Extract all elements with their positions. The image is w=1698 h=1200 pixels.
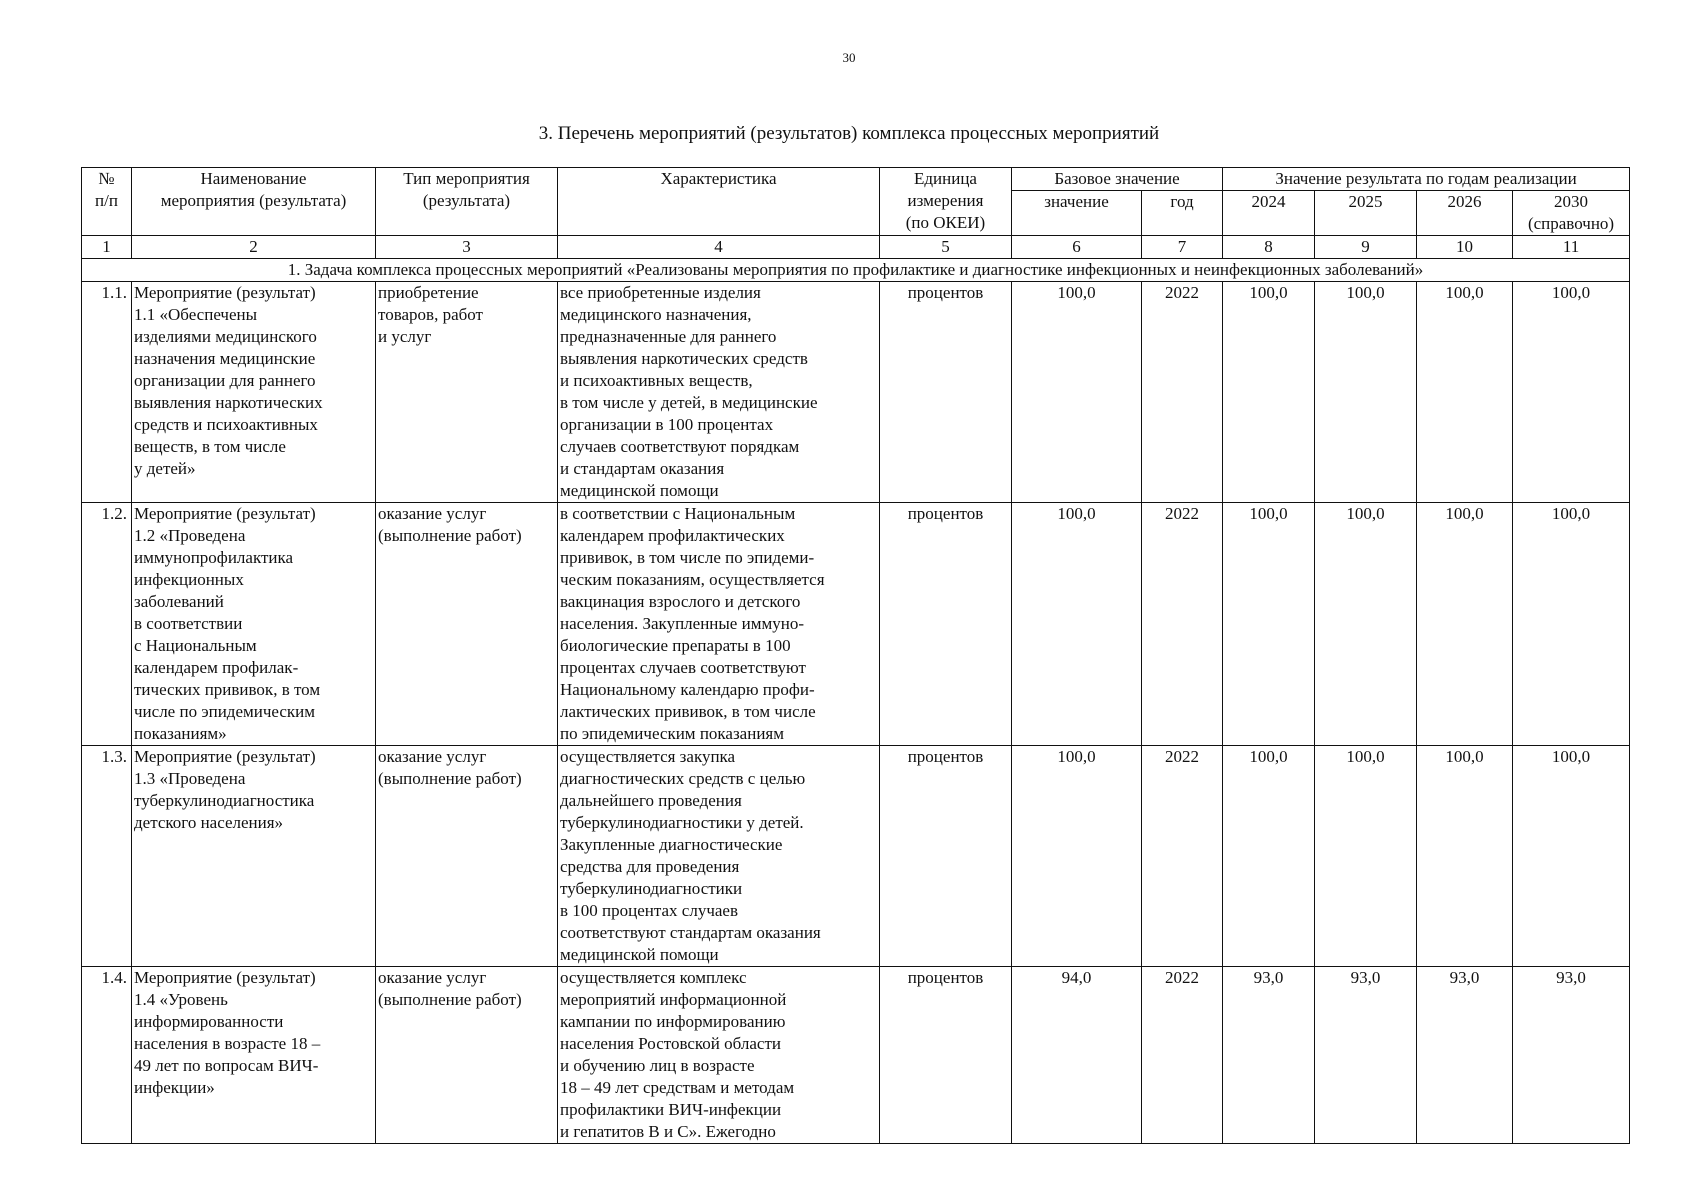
column-number: 9 [1315,236,1417,259]
row-number: 1.3. [82,746,132,967]
row-value-2026: 100,0 [1417,503,1513,746]
column-number: 2 [132,236,376,259]
table-row [82,503,1630,746]
header-type: Тип мероприятия (результата) [376,168,558,236]
column-number: 5 [880,236,1012,259]
row-value-2030: 100,0 [1513,746,1630,967]
row-base-value: 100,0 [1012,746,1142,967]
row-value-2025: 100,0 [1315,282,1417,503]
row-unit: процентов [880,503,1012,746]
row-unit: процентов [880,282,1012,503]
header-row-1 [82,168,1630,191]
row-base-year: 2022 [1142,282,1223,503]
row-value-2025: 100,0 [1315,746,1417,967]
row-base-value: 100,0 [1012,282,1142,503]
row-name: Мероприятие (результат) 1.4 «Уровень информированности населения в возрасте 18 – 49 лет по вопросам ВИЧ- инфекции» [132,967,376,1144]
row-characteristic: осуществляется комплекс мероприятий информационной кампании по информированию населения Ростовской области и обучению лиц в возрасте 18 – 49 лет средствам и методам профилактики ВИЧ-инфекции и гепатитов В и С». Ежегодно [558,967,880,1144]
row-base-year: 2022 [1142,967,1223,1144]
row-value-2030: 93,0 [1513,967,1630,1144]
header-years-group: Значение результата по годам реализации [1223,168,1630,191]
row-type: оказание услуг (выполнение работ) [376,503,558,746]
row-value-2025: 100,0 [1315,503,1417,746]
column-number: 4 [558,236,880,259]
results-table [81,167,1630,1144]
page-number: 30 [842,50,856,65]
header-unit: Единица измерения (по ОКЕИ) [880,168,1012,236]
row-base-year: 2022 [1142,503,1223,746]
row-value-2026: 100,0 [1417,282,1513,503]
column-number: 10 [1417,236,1513,259]
task-row [82,259,1630,282]
row-base-value: 94,0 [1012,967,1142,1144]
header-2026: 2026 [1417,191,1513,236]
row-number: 1.4. [82,967,132,1144]
header-base-year: год [1142,191,1223,236]
row-unit: процентов [880,746,1012,967]
row-type: приобретение товаров, работ и услуг [376,282,558,503]
row-base-value: 100,0 [1012,503,1142,746]
row-value-2030: 100,0 [1513,282,1630,503]
row-value-2024: 100,0 [1223,282,1315,503]
page-title: 3. Перечень мероприятий (результатов) комплекса процессных мероприятий [538,123,1160,144]
row-characteristic: осуществляется закупка диагностических средств с целью дальнейшего проведения туберкулинодиагностики у детей. Закупленные диагностические средства для проведения туберкулинодиагностики в 100 процентах случаев соответствуют стандартам оказания медицинской помощи [558,746,880,967]
row-number: 1.1. [82,282,132,503]
row-value-2024: 100,0 [1223,746,1315,967]
row-base-year: 2022 [1142,746,1223,967]
header-base-group: Базовое значение [1012,168,1223,191]
row-value-2030: 100,0 [1513,503,1630,746]
row-value-2026: 93,0 [1417,967,1513,1144]
row-characteristic: все приобретенные изделия медицинского назначения, предназначенные для раннего выявления наркотических средств и психоактивных веществ, в том числе у детей, в медицинские организации в 100 процентах случаев соответствуют порядкам и стандартам оказания медицинской помощи [558,282,880,503]
column-number: 3 [376,236,558,259]
table-row [82,282,1630,503]
header-num: № п/п [82,168,132,236]
row-value-2025: 93,0 [1315,967,1417,1144]
header-2025: 2025 [1315,191,1417,236]
column-number-row [82,236,1630,259]
row-value-2024: 100,0 [1223,503,1315,746]
row-type: оказание услуг (выполнение работ) [376,967,558,1144]
header-name: Наименование мероприятия (результата) [132,168,376,236]
row-type: оказание услуг (выполнение работ) [376,746,558,967]
row-name: Мероприятие (результат) 1.2 «Проведена иммунопрофилактика инфекционных заболеваний в соответствии с Национальным календарем профилак- тических прививок, в том числе по эпидемическим показаниям» [132,503,376,746]
row-value-2026: 100,0 [1417,746,1513,967]
table-row [82,967,1630,1144]
column-number: 1 [82,236,132,259]
header-characteristic: Характеристика [558,168,880,236]
row-characteristic: в соответствии с Национальным календарем профилактических прививок, в том числе по эпидеми- ческим показаниям, осуществляется вакцинация взрослого и детского населения. Закупленные иммуно- биологические препараты в 100 процентах случаев соответствуют Национальному календарю профи- лактических прививок, в том числе по эпидемическим показаниям [558,503,880,746]
table-row [82,746,1630,967]
column-number: 11 [1513,236,1630,259]
column-number: 6 [1012,236,1142,259]
column-number: 7 [1142,236,1223,259]
row-name: Мероприятие (результат) 1.1 «Обеспечены изделиями медицинского назначения медицинские организации для раннего выявления наркотических средств и психоактивных веществ, в том числе у детей» [132,282,376,503]
column-number: 8 [1223,236,1315,259]
table-body [82,282,1630,1144]
task-title: 1. Задача комплекса процессных мероприятий «Реализованы мероприятия по профилактике и диагностике инфекционных и неинфекционных заболеваний» [82,259,1630,282]
header-2030: 2030 (справочно) [1513,191,1630,236]
row-value-2024: 93,0 [1223,967,1315,1144]
header-base-value: значение [1012,191,1142,236]
header-2024: 2024 [1223,191,1315,236]
row-number: 1.2. [82,503,132,746]
row-name: Мероприятие (результат) 1.3 «Проведена туберкулинодиагностика детского населения» [132,746,376,967]
row-unit: процентов [880,967,1012,1144]
